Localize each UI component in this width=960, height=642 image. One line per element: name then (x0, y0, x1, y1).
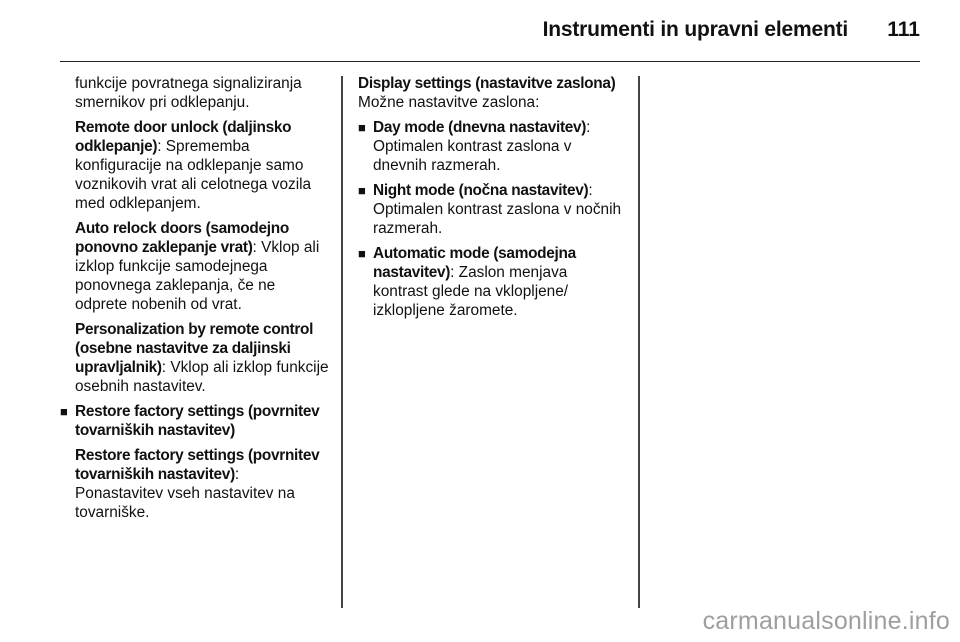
automatic-mode-item (358, 244, 624, 320)
bullet-square-icon: ■ (358, 246, 366, 261)
personalization-term: Personalization by remote control (osebne nastavitve za daljinski upravljalnik) (75, 321, 314, 376)
column-divider-left (341, 76, 343, 608)
day-mode-item (358, 118, 624, 175)
restore-factory-bullet (60, 402, 330, 440)
restore-factory-bullet-label: Restore factory settings (povrnitev tovarniških nastavitev) (75, 403, 320, 439)
display-settings-intro: Možne nastavitve zaslona: (358, 94, 540, 111)
restore-factory-text: : Ponastavitev vseh nastavitev na tovarniške. (75, 466, 295, 521)
bullet-square-icon: ■ (60, 404, 68, 419)
column-divider-right (638, 76, 640, 608)
restore-factory-term: Restore factory settings (povrnitev tovarniških nastavitev) (75, 447, 320, 483)
day-mode-term: Day mode (dnevna nastavitev) (373, 119, 587, 136)
automatic-mode-term: Automatic mode (samodejna nastavitev) (373, 245, 576, 281)
page-header (60, 0, 920, 62)
bullet-square-icon: ■ (358, 183, 366, 198)
remote-door-unlock-entry (60, 118, 330, 213)
auto-relock-entry (60, 219, 330, 314)
personalization-entry (60, 320, 330, 396)
auto-relock-text: : Vklop ali izklop funkcije samodejnega ponovnega zaklepanja, če ne odprete nobenih od vrat. (75, 239, 320, 313)
right-column (358, 74, 624, 326)
display-settings-heading-text: Display settings (nastavitve zaslona) (358, 75, 616, 92)
bullet-square-icon: ■ (358, 120, 366, 135)
remote-door-unlock-text: : Sprememba konfiguracije na odklepanje samo voznikovih vrat ali celotnega vozila med odklepanjem. (75, 138, 312, 212)
display-settings-heading (358, 74, 624, 93)
day-mode-text: : Optimalen kontrast zaslona v dnevnih razmerah. (373, 119, 591, 174)
night-mode-term: Night mode (nočna nastavitev) (373, 182, 589, 199)
personalization-text: : Vklop ali izklop funkcije osebnih nastavitev. (75, 359, 329, 395)
night-mode-text: : Optimalen kontrast zaslona v nočnih razmerah. (373, 182, 622, 237)
restore-factory-entry (60, 446, 330, 522)
left-column (60, 74, 330, 528)
night-mode-item (358, 181, 624, 238)
automatic-mode-text: : Zaslon menjava kontrast glede na vklopljene/ izklopljene žaromete. (373, 264, 569, 319)
intro-text: funkcije povratnega signaliziranja smernikov pri odklepanju. (75, 75, 302, 111)
page-number: 111 (887, 18, 920, 41)
remote-door-unlock-term: Remote door unlock (daljinsko odklepanje) (75, 119, 292, 155)
watermark: carmanualsonline.info (702, 607, 950, 635)
page-title: Instrumenti in upravni elementi (542, 18, 848, 41)
auto-relock-term: Auto relock doors (samodejno ponovno zaklepanje vrat) (75, 220, 289, 256)
